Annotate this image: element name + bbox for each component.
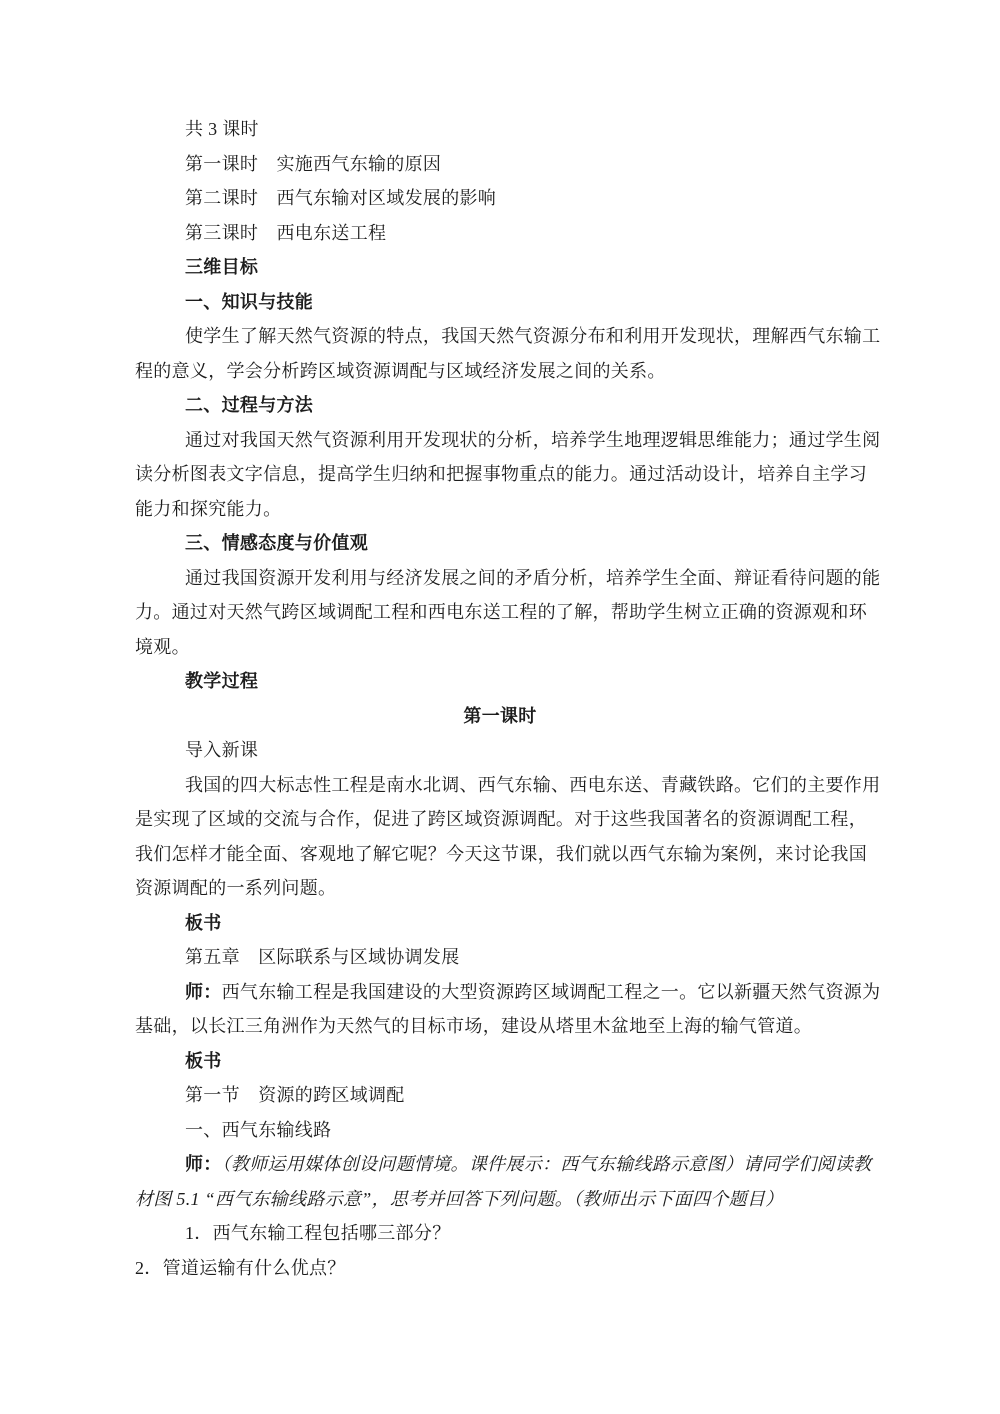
knowledge-skills-paragraph-line-1: 使学生了解天然气资源的特点，我国天然气资源分布和利用开发现状，理解西气东输工 [185, 326, 881, 346]
process-methods-heading: 二、过程与方法 [185, 395, 314, 415]
chapter-title-line: 第五章 区际联系与区域协调发展 [185, 947, 460, 967]
section-title-line: 第一节 资源的跨区域调配 [185, 1085, 405, 1105]
period-3-overview-line: 第三课时 西电东送工程 [185, 222, 387, 243]
blackboard-heading-1: 板书 [185, 912, 222, 933]
total-periods-line: 共 3 课时 [185, 119, 259, 139]
affect-values-paragraph-line-1: 通过我国资源开发利用与经济发展之间的矛盾分析，培养学生全面、辩证看待问题的能 [185, 567, 881, 588]
teacher-label: 师： [185, 981, 222, 1002]
lead-in-paragraph-line-3: 我们怎样才能全面、客观地了解它呢？今天这节课，我们就以西气东输为案例，来讨论我国 [135, 843, 867, 864]
lead-in-paragraph-line-2: 是实现了区域的交流与合作，促进了跨区域资源调配。对于这些我国著名的资源调配工程， [135, 809, 867, 829]
first-period-heading: 第一课时 [463, 705, 537, 726]
lead-in-paragraph-line-4: 资源调配的一系列问题。 [135, 878, 337, 898]
knowledge-skills-paragraph-line-2: 程的意义，学会分析跨区域资源调配与区域经济发展之间的关系。 [135, 360, 666, 381]
lead-in-label-line: 导入新课 [185, 740, 259, 760]
teacher-speech-line-2: 基础，以长江三角洲作为天然气的目标市场，建设从塔里木盆地至上海的输气管道。 [135, 1016, 813, 1036]
question-2-line: 2．管道运输有什么优点？ [135, 1257, 346, 1278]
blackboard-heading-2: 板书 [185, 1050, 222, 1071]
process-methods-paragraph-line-2: 读分析图表文字信息，提高学生归纳和把握事物重点的能力。通过活动设计，培养自主学习 [135, 464, 867, 484]
period-2-overview-line: 第二课时 西气东输对区域发展的影响 [185, 188, 497, 208]
teacher-label: 师： [185, 1154, 222, 1174]
affect-values-paragraph-line-3: 境观。 [135, 636, 190, 657]
teacher-speech-line-4: 材图 5.1 “西气东输线路示意”，思考并回答下列问题。（教师出示下面四个题目） [135, 1188, 784, 1209]
teacher-speech-line-1 [135, 975, 881, 1010]
question-1-line: 1．西气东输工程包括哪三部分？ [185, 1223, 451, 1243]
affect-values-heading: 三、情感态度与价值观 [185, 533, 368, 553]
affect-values-paragraph-line-2: 力。通过对天然气跨区域调配工程和西电东送工程的了解，帮助学生树立正确的资源观和环 [135, 602, 867, 622]
teacher-speech-line-3 [135, 1147, 872, 1182]
period-1-overview-line: 第一课时 实施西气东输的原因 [185, 153, 442, 174]
teaching-process-heading: 教学过程 [185, 671, 259, 691]
lead-in-paragraph-line-1: 我国的四大标志性工程是南水北调、西气东输、西电东送、青藏铁路。它们的主要作用 [185, 774, 881, 795]
three-dimensional-goals-heading: 三维目标 [185, 257, 259, 277]
process-methods-paragraph-line-3: 能力和探究能力。 [135, 498, 282, 519]
subsection-title-line: 一、西气东输线路 [185, 1119, 332, 1140]
teacher-speech-text: （教师运用媒体创设问题情境。课件展示：西气东输线路示意图）请同学们阅读教 [221, 1154, 872, 1174]
process-methods-paragraph-line-1: 通过对我国天然气资源利用开发现状的分析，培养学生地理逻辑思维能力；通过学生阅 [185, 429, 881, 450]
teacher-speech-text: 西气东输工程是我国建设的大型资源跨区域调配工程之一。它以新疆天然气资源为 [221, 981, 881, 1002]
knowledge-skills-heading: 一、知识与技能 [185, 291, 314, 312]
